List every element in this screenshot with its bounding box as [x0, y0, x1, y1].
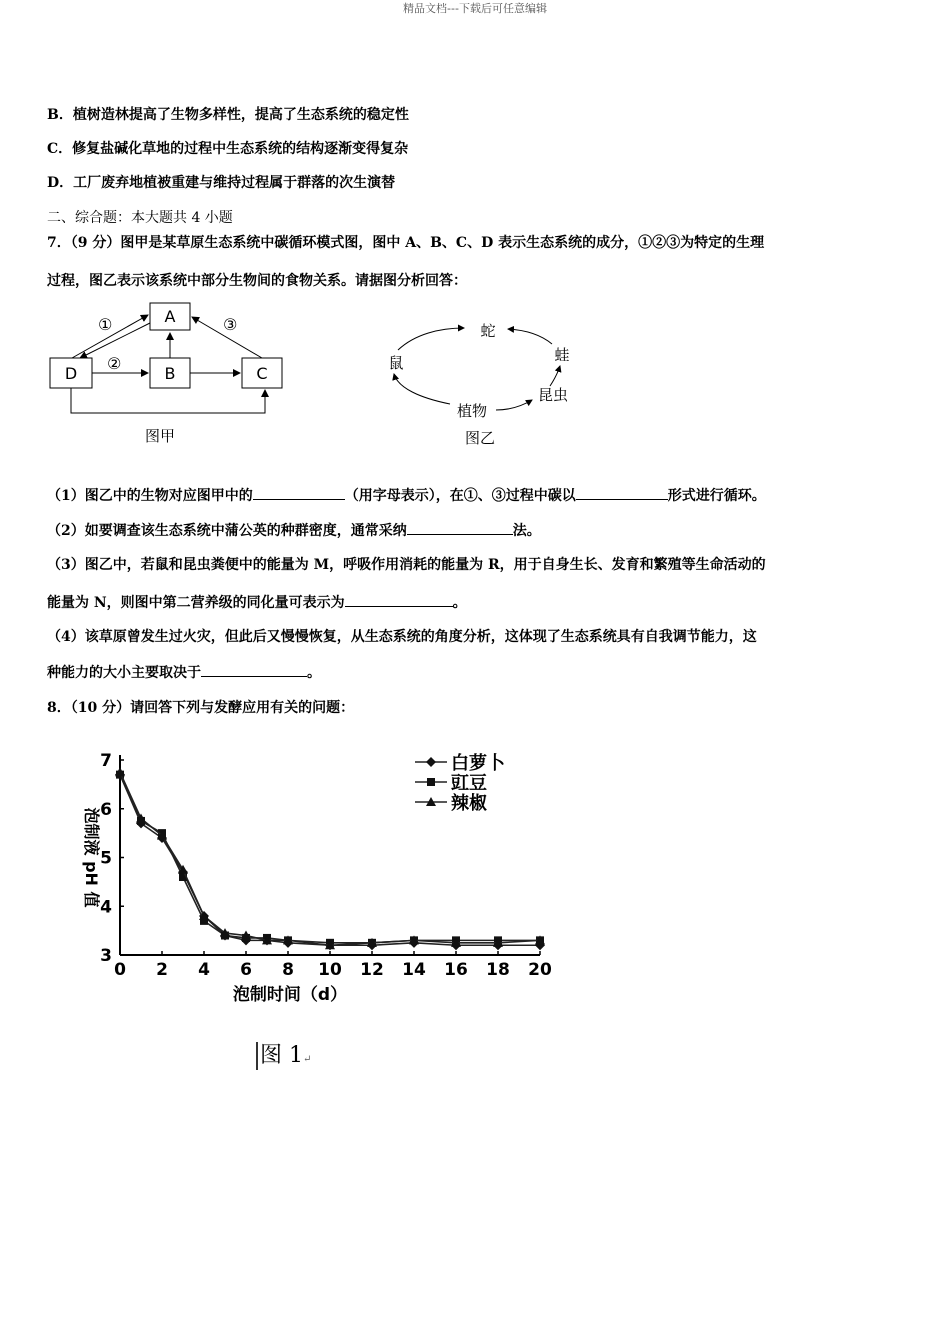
section-heading: 二、综合题：本大题共 4 小题: [47, 210, 233, 226]
y-tick-label: 3: [100, 946, 112, 966]
legend-marker: [426, 757, 436, 767]
q7-stem-line2: 过程，图乙表示该系统中部分生物间的食物关系。请据图分析回答：: [47, 273, 467, 289]
x-tick-label: 4: [198, 960, 210, 980]
y-tick-label: 7: [100, 751, 112, 771]
q7-sub3-line2: 能量为 N，则图中第二营养级的同化量可表示为 。: [47, 592, 467, 612]
organism-plant: 植物: [456, 402, 488, 420]
x-tick-label: 18: [486, 960, 510, 980]
organism-insect: 昆虫: [537, 386, 569, 404]
page-header: 精品文档---下载后可任意编辑: [403, 2, 547, 15]
legend-label: 辣椒: [451, 793, 487, 814]
answer-blank-4[interactable]: [345, 592, 453, 607]
food-web-diagram: [370, 310, 610, 450]
figure-1-caption: 图 1↵: [256, 1038, 311, 1070]
legend-marker: [427, 778, 435, 786]
q7-sub3-line1: （3）图乙中，若鼠和昆虫粪便中的能量为 M，呼吸作用消耗的能量为 R，用于自身生长、发育和繁殖等生命活动的: [47, 557, 766, 573]
option-b: B．植树造林提高了生物多样性，提高了生态系统的稳定性: [47, 107, 409, 123]
process-3-label: ③: [223, 315, 238, 334]
organism-frog: 蛙: [554, 346, 570, 364]
process-1-label: ①: [98, 315, 113, 334]
ph-line-chart: [70, 745, 560, 1010]
organism-snake: 蛇: [480, 322, 496, 340]
q8-stem: 8．（10 分）请回答下列与发酵应用有关的问题：: [47, 700, 355, 716]
q7-sub2: （2）如要调查该生态系统中蒲公英的种群密度，通常采纳 法。: [47, 520, 541, 540]
q7-stem-line1: 7．（9 分）图甲是某草原生态系统中碳循环模式图，图中 A、B、C、D 表示生态系统的成分，①②③为特定的生理: [47, 235, 765, 251]
box-d-label: D: [64, 364, 78, 383]
x-tick-label: 16: [444, 960, 468, 980]
x-axis-label: 泡制时间（d）: [232, 985, 348, 1005]
legend-label: 豇豆: [451, 773, 487, 794]
process-2-label: ②: [107, 354, 122, 373]
x-tick-label: 20: [528, 960, 552, 980]
q7-sub4-line2: 种能力的大小主要取决于 。: [47, 662, 321, 682]
x-tick-label: 14: [402, 960, 426, 980]
answer-blank-1[interactable]: [253, 485, 345, 500]
x-tick-label: 6: [240, 960, 252, 980]
option-c: C．修复盐碱化草地的过程中生态系统的结构逐渐变得复杂: [47, 141, 409, 157]
answer-blank-2[interactable]: [576, 485, 668, 500]
option-d: D．工厂废弃地植被重建与维持过程属于群落的次生演替: [47, 175, 396, 191]
carbon-cycle-diagram: [40, 295, 300, 450]
diagram-b-caption: 图乙: [464, 429, 496, 447]
diagram-a-caption: 图甲: [144, 427, 176, 445]
q7-sub1: （1）图乙中的生物对应图甲中的 （用字母表示），在①、③过程中碳以 形式进行循环。: [47, 485, 766, 505]
box-c-label: C: [256, 364, 268, 383]
x-tick-label: 8: [282, 960, 294, 980]
organism-mouse: 鼠: [388, 354, 404, 372]
y-axis-label: 泡制液 pH 值: [82, 807, 101, 908]
x-tick-label: 2: [156, 960, 168, 980]
q7-sub4-line1: （4）该草原曾发生过火灾，但此后又慢慢恢复，从生态系统的角度分析，这体现了生态系统具有自我调节能力，这: [47, 629, 757, 645]
answer-blank-3[interactable]: [407, 520, 513, 535]
y-tick-label: 6: [100, 799, 112, 820]
y-tick-label: 5: [100, 848, 112, 869]
x-tick-label: 10: [318, 960, 342, 980]
box-b-label: B: [164, 364, 176, 383]
x-tick-label: 12: [360, 960, 384, 980]
legend-label: 白萝卜: [451, 753, 505, 774]
answer-blank-5[interactable]: [201, 662, 307, 677]
box-a-label: A: [164, 307, 176, 326]
x-tick-label: 0: [114, 960, 126, 980]
y-tick-label: 4: [100, 897, 112, 918]
